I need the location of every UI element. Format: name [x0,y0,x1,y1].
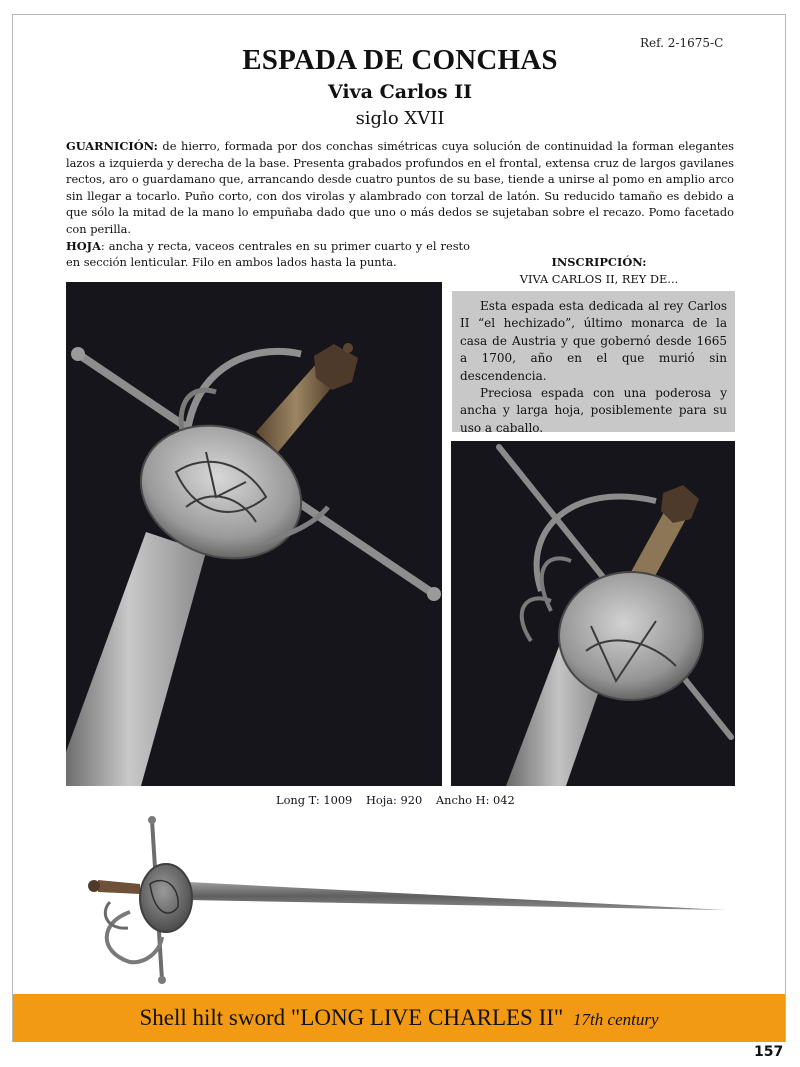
historical-note-box [452,291,735,435]
century-label: siglo XVII [355,108,445,129]
note-paragraph-1: Esta espada esta dedicada al rey Carlos II “el hechizado”, último monarca de la casa de Austria y que gobernó desde 1665 a 1700, año en el que murió sin descendencia. [460,299,727,383]
note-paragraph-2: Preciosa espada con una poderosa y ancha y larga hoja, posiblemente para su uso a caballo. [460,386,727,435]
inscription-text: VIVA CARLOS II, REY DE... [519,271,679,286]
full-sword-illustration [70,812,740,988]
hilt-photo-angled [451,441,735,786]
english-century: 17th century [573,1010,659,1029]
page-title: ESPADA DE CONCHAS [242,44,558,76]
english-title-banner [13,994,785,1042]
inscription-block [474,254,724,287]
hoja-label: HOJA [66,238,101,253]
inscription-label: INSCRIPCIÓN: [551,255,647,269]
hoja-text: : ancha y recta, vaceos centrales en su primer cuarto y el resto en sección lenticular. Filo en ambos lados hasta la punta. [66,238,470,270]
total-length: Long T: 1009 [276,793,353,807]
blade-width: Ancho H: 042 [435,793,515,807]
hilt-front-illustration [66,282,442,786]
page-number: 157 [754,1044,784,1060]
full-sword-photo [70,812,740,988]
dimensions-line [276,793,525,807]
reference-number: Ref. 2-1675-C [640,36,724,50]
guarnicion-paragraph [66,138,734,238]
blade-length: Hoja: 920 [365,793,423,807]
guarnicion-text: de hierro, formada por dos conchas simétricas cuya solución de continuidad la forman elegantes lazos a izquierda y derecha de la base. Presenta grabados profundos en el frontal, extensa cruz de largos gavilanes rectos, aro o guardamano que, arrancando desde cuatro puntos de su base, tiende a unirse al pomo en amplio arco sin llegar a tocarlo. Puño corto, con dos virolas y alambrado con torzal de latón. Su reducido tamaño es debido a que sólo la mitad de la mano lo empuñaba dado que uno o más dedos se sujetaban sobre el recazo. Pomo facetado con perilla. [66,139,734,236]
guarnicion-label: GUARNICIÓN: [66,139,158,153]
english-title: Shell hilt sword "LONG LIVE CHARLES II" [139,1005,564,1030]
description-text [66,138,734,271]
hilt-photo-front [66,282,442,786]
hoja-paragraph [66,238,470,271]
hilt-angled-illustration [451,441,735,786]
page-subtitle: Viva Carlos II [327,81,472,103]
